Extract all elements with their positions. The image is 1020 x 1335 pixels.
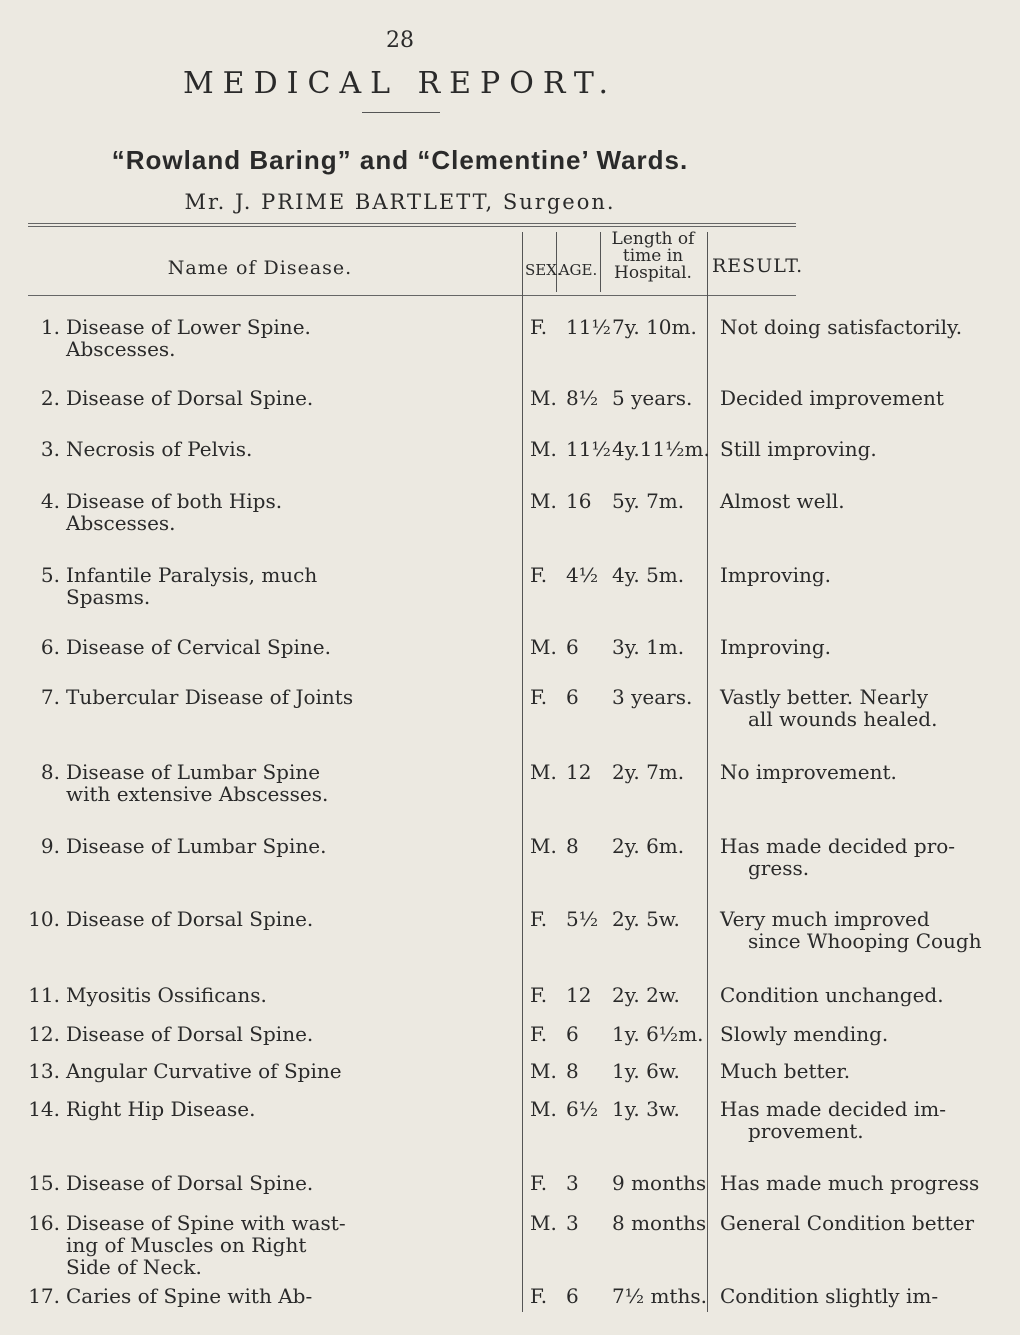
length-cell: 7½ mths. bbox=[612, 1284, 707, 1308]
age-cell: 11½ bbox=[566, 437, 611, 461]
row-number: 9. bbox=[40, 834, 60, 858]
column-divider-sex bbox=[522, 232, 523, 1312]
disease-name: Disease of both Hips. Abscesses. bbox=[66, 489, 283, 535]
result-cell: Not doing satisfactorily. bbox=[720, 315, 963, 339]
sex-cell: F. bbox=[530, 1022, 548, 1046]
sex-cell: M. bbox=[530, 760, 557, 784]
disease-name: Disease of Lumbar Spine with extensive Abscesses. bbox=[66, 760, 329, 806]
result-cell: No improvement. bbox=[720, 760, 897, 784]
result-cell: Improving. bbox=[720, 563, 832, 587]
disease-name: Right Hip Disease. bbox=[66, 1097, 256, 1121]
row-number: 7. bbox=[40, 685, 60, 709]
sex-cell: F. bbox=[530, 563, 548, 587]
row-number: 15. bbox=[28, 1171, 60, 1195]
header-length-of-stay bbox=[603, 231, 703, 282]
age-cell: 6 bbox=[566, 1284, 579, 1308]
length-cell: 5 years. bbox=[612, 386, 693, 410]
header-length-line2: time in bbox=[622, 246, 684, 266]
sex-cell: M. bbox=[530, 1211, 557, 1235]
result-cell: Has made decided pro- gress. bbox=[720, 834, 956, 880]
sex-cell: M. bbox=[530, 1097, 557, 1121]
row-number: 1. bbox=[40, 315, 60, 339]
length-cell: 1y. 3w. bbox=[612, 1097, 680, 1121]
row-number: 16. bbox=[28, 1211, 60, 1235]
sex-cell: F. bbox=[530, 315, 548, 339]
result-cell: Decided improvement bbox=[720, 386, 944, 410]
length-cell: 3y. 1m. bbox=[612, 635, 685, 659]
disease-name: Disease of Dorsal Spine. bbox=[66, 907, 314, 931]
disease-name: Disease of Dorsal Spine. bbox=[66, 1171, 314, 1195]
table-top-rule bbox=[28, 223, 796, 224]
title-rule bbox=[362, 112, 440, 113]
length-cell: 7y. 10m. bbox=[612, 315, 697, 339]
age-cell: 6½ bbox=[566, 1097, 599, 1121]
sex-cell: F. bbox=[530, 1171, 548, 1195]
sex-cell: M. bbox=[530, 489, 557, 513]
disease-name: Disease of Dorsal Spine. bbox=[66, 386, 314, 410]
length-cell: 5y. 7m. bbox=[612, 489, 685, 513]
row-number: 11. bbox=[28, 983, 60, 1007]
age-cell: 5½ bbox=[566, 907, 599, 931]
row-number: 6. bbox=[40, 635, 60, 659]
result-cell: Almost well. bbox=[720, 489, 845, 513]
header-length-line1: Length of bbox=[611, 229, 695, 249]
age-cell: 8 bbox=[566, 1059, 579, 1083]
length-cell: 4y. 5m. bbox=[612, 563, 685, 587]
age-cell: 6 bbox=[566, 635, 579, 659]
result-cell: Very much improved since Whooping Cough bbox=[720, 907, 982, 953]
result-cell: Vastly better. Nearly all wounds healed. bbox=[720, 685, 938, 731]
age-cell: 16 bbox=[566, 489, 592, 513]
disease-name: Necrosis of Pelvis. bbox=[66, 437, 253, 461]
sex-cell: M. bbox=[530, 635, 557, 659]
disease-name: Myositis Ossificans. bbox=[66, 983, 267, 1007]
disease-name: Caries of Spine with Ab- bbox=[66, 1284, 313, 1308]
row-number: 17. bbox=[28, 1284, 60, 1308]
column-divider-length-header bbox=[600, 232, 601, 292]
length-cell: 4y.11½m. bbox=[612, 437, 710, 461]
row-number: 13. bbox=[28, 1059, 60, 1083]
age-cell: 6 bbox=[566, 1022, 579, 1046]
header-length-line3: Hospital. bbox=[614, 263, 692, 283]
result-cell: Condition unchanged. bbox=[720, 983, 944, 1007]
row-number: 3. bbox=[40, 437, 60, 461]
age-cell: 3 bbox=[566, 1211, 579, 1235]
disease-name: Disease of Cervical Spine. bbox=[66, 635, 331, 659]
header-result: RESULT. bbox=[712, 255, 804, 277]
age-cell: 11½ bbox=[566, 315, 611, 339]
length-cell: 1y. 6½m. bbox=[612, 1022, 704, 1046]
result-cell: Much better. bbox=[720, 1059, 851, 1083]
report-title: MEDICAL REPORT. bbox=[182, 66, 618, 101]
row-number: 12. bbox=[28, 1022, 60, 1046]
row-number: 2. bbox=[40, 386, 60, 410]
header-disease-name: Name of Disease. bbox=[167, 257, 353, 279]
age-cell: 3 bbox=[566, 1171, 579, 1195]
header-sex: SEX. bbox=[525, 261, 562, 279]
result-cell: Condition slightly im- bbox=[720, 1284, 939, 1308]
sex-cell: F. bbox=[530, 685, 548, 709]
length-cell: 2y. 2w. bbox=[612, 983, 680, 1007]
disease-name: Tubercular Disease of Joints bbox=[66, 685, 354, 709]
disease-name: Disease of Dorsal Spine. bbox=[66, 1022, 314, 1046]
age-cell: 12 bbox=[566, 760, 592, 784]
length-cell: 9 months bbox=[612, 1171, 707, 1195]
row-number: 4. bbox=[40, 489, 60, 513]
surgeon-line: Mr. J. PRIME BARTLETT, Surgeon. bbox=[184, 190, 616, 214]
age-cell: 6 bbox=[566, 685, 579, 709]
row-number: 14. bbox=[28, 1097, 60, 1121]
row-number: 10. bbox=[28, 907, 60, 931]
table-header-rule bbox=[28, 295, 796, 296]
sex-cell: M. bbox=[530, 437, 557, 461]
header-age: AGE. bbox=[558, 261, 598, 279]
page-number: 28 bbox=[386, 28, 414, 53]
result-cell: Improving. bbox=[720, 635, 832, 659]
wards-title: “Rowland Baring” and “Clementine’ Wards. bbox=[111, 145, 689, 175]
result-cell: Still improving. bbox=[720, 437, 877, 461]
result-cell: Has made much progress bbox=[720, 1171, 980, 1195]
length-cell: 1y. 6w. bbox=[612, 1059, 680, 1083]
sex-cell: F. bbox=[530, 983, 548, 1007]
result-cell: Has made decided im- provement. bbox=[720, 1097, 947, 1143]
sex-cell: M. bbox=[530, 386, 557, 410]
age-cell: 12 bbox=[566, 983, 592, 1007]
row-number: 8. bbox=[40, 760, 60, 784]
age-cell: 8½ bbox=[566, 386, 599, 410]
disease-name: Disease of Lower Spine. Abscesses. bbox=[66, 315, 311, 361]
sex-cell: F. bbox=[530, 907, 548, 931]
disease-name: Disease of Lumbar Spine. bbox=[66, 834, 327, 858]
sex-cell: F. bbox=[530, 1284, 548, 1308]
length-cell: 2y. 5w. bbox=[612, 907, 680, 931]
result-cell: General Condition better bbox=[720, 1211, 975, 1235]
row-number: 5. bbox=[40, 563, 60, 587]
disease-name: Angular Curvative of Spine bbox=[66, 1059, 342, 1083]
length-cell: 3 years. bbox=[612, 685, 693, 709]
table-top-rule-double bbox=[28, 226, 796, 227]
age-cell: 8 bbox=[566, 834, 579, 858]
length-cell: 2y. 7m. bbox=[612, 760, 685, 784]
length-cell: 8 months bbox=[612, 1211, 707, 1235]
disease-name: Disease of Spine with wast- ing of Muscles on Right Side of Neck. bbox=[66, 1211, 346, 1279]
sex-cell: M. bbox=[530, 1059, 557, 1083]
age-cell: 4½ bbox=[566, 563, 599, 587]
disease-name: Infantile Paralysis, much Spasms. bbox=[66, 563, 318, 609]
result-cell: Slowly mending. bbox=[720, 1022, 889, 1046]
length-cell: 2y. 6m. bbox=[612, 834, 685, 858]
sex-cell: M. bbox=[530, 834, 557, 858]
